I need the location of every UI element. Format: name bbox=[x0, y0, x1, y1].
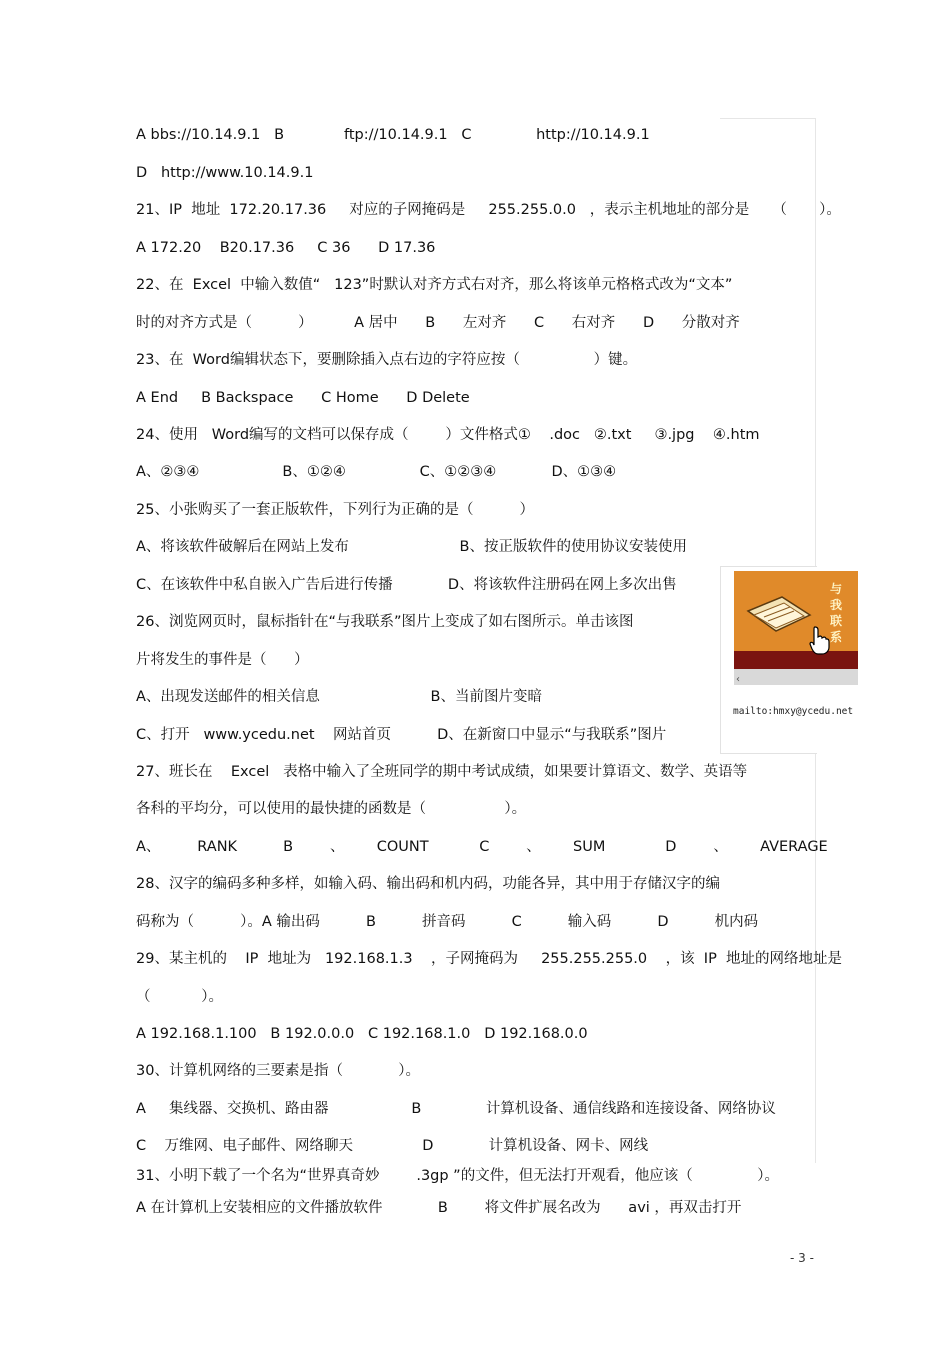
question-23: 23、在 Word编辑状态下，要删除插入点右边的字符应按（ ）键。 bbox=[136, 352, 638, 368]
status-bar-mailto: mailto:hmxy@ycedu.net bbox=[733, 706, 854, 717]
text-line: A bbs://10.14.9.1 B ftp://10.14.9.1 C http://10.14.9.1 bbox=[136, 127, 650, 143]
question-21: 21、IP 地址 172.20.17.36 对应的子网掩码是 255.255.0.0 ，表示主机地址的部分是 （ ）。 bbox=[136, 202, 841, 218]
text-line: A 在计算机上安装相应的文件播放软件 B 将文件扩展名改为 avi ，再双击打开 bbox=[136, 1200, 742, 1216]
label-char: 系 bbox=[830, 630, 843, 644]
question-25: 25、小张购买了一套正版软件，下列行为正确的是（ ） bbox=[136, 502, 535, 518]
question-30: 30、计算机网络的三要素是指（ ）。 bbox=[136, 1063, 421, 1079]
text-line: A、②③④ B、①②④ C、①②③④ D、①③④ bbox=[136, 464, 617, 480]
question-22: 22、在 Excel 中输入数值“ 123”时默认对齐方式右对齐，那么将该单元格格式改为“文本” bbox=[136, 277, 733, 293]
label-char: 与 bbox=[830, 582, 843, 596]
text-line: C、打开 www.ycedu.net 网站首页 D、在新窗口中显示“与我联系”图片 bbox=[136, 727, 667, 743]
page-number: - 3 - bbox=[790, 1251, 814, 1265]
question-26: 26、浏览网页时，鼠标指针在“与我联系”图片上变成了如右图所示。单击该图 bbox=[136, 614, 634, 630]
text-line: 各科的平均分，可以使用的最快捷的函数是（ ）。 bbox=[136, 801, 527, 817]
question-24: 24、使用 Word编写的文档可以保存成（ ）文件格式① .doc ②.txt ③.jpg ④.htm bbox=[136, 427, 760, 443]
text-line: 码称为（ ）。A 输出码 B 拼音码 C 输入码 D 机内码 bbox=[136, 914, 759, 930]
text-line: A 192.168.1.100 B 192.0.0.0 C 192.168.1.0 D 192.168.0.0 bbox=[136, 1026, 588, 1042]
text-line: C 万维网、电子邮件、网络聊天 D 计算机设备、网卡、网线 bbox=[136, 1138, 649, 1154]
scroll-left-arrow-icon: ‹ bbox=[736, 674, 740, 685]
question-27: 27、班长在 Excel 表格中输入了全班同学的期中考试成绩，如果要计算语文、数学、英语等 bbox=[136, 764, 748, 780]
text-line: A 172.20 B20.17.36 C 36 D 17.36 bbox=[136, 240, 436, 256]
text-line: （ ）。 bbox=[136, 989, 223, 1005]
text-line: C、在该软件中私自嵌入广告后进行传播 D、将该软件注册码在网上多次出售 bbox=[136, 577, 677, 593]
text-line: 片将发生的事件是（ ） bbox=[136, 652, 309, 668]
label-char: 我 bbox=[830, 598, 843, 612]
text-line: A、将该软件破解后在网站上发布 B、按正版软件的使用协议安装使用 bbox=[136, 539, 687, 555]
label-char: 联 bbox=[830, 614, 843, 628]
text-line: A、 RANK B 、 COUNT C 、 SUM D 、 AVERAGE bbox=[136, 839, 828, 855]
image-red-band bbox=[734, 651, 858, 669]
question-29: 29、某主机的 IP 地址为 192.168.1.3 ，子网掩码为 255.255.255.0 ，该 IP 地址的网络地址是 bbox=[136, 951, 843, 967]
question-28: 28、汉字的编码多种多样，如输入码、输出码和机内码，功能各异，其中用于存储汉字的编 bbox=[136, 876, 720, 892]
question-31: 31、小明下载了一个名为“世界真奇妙 .3gp ”的文件，但无法打开观看，他应该（ ）。 bbox=[136, 1168, 779, 1184]
text-line: D http://www.10.14.9.1 bbox=[136, 165, 314, 181]
text-line: 时的对齐方式是（ ） A 居中 B 左对齐 C 右对齐 D 分散对齐 bbox=[136, 315, 740, 331]
text-line: A End B Backspace C Home D Delete bbox=[136, 390, 470, 406]
scrollbar-track bbox=[734, 669, 858, 685]
text-line: A、出现发送邮件的相关信息 B、当前图片变暗 bbox=[136, 689, 542, 705]
contact-me-image bbox=[734, 571, 858, 721]
text-line: A 集线器、交换机、路由器 B 计算机设备、通信线路和连接设备、网络协议 bbox=[136, 1101, 776, 1117]
page-frame-top bbox=[720, 118, 816, 119]
